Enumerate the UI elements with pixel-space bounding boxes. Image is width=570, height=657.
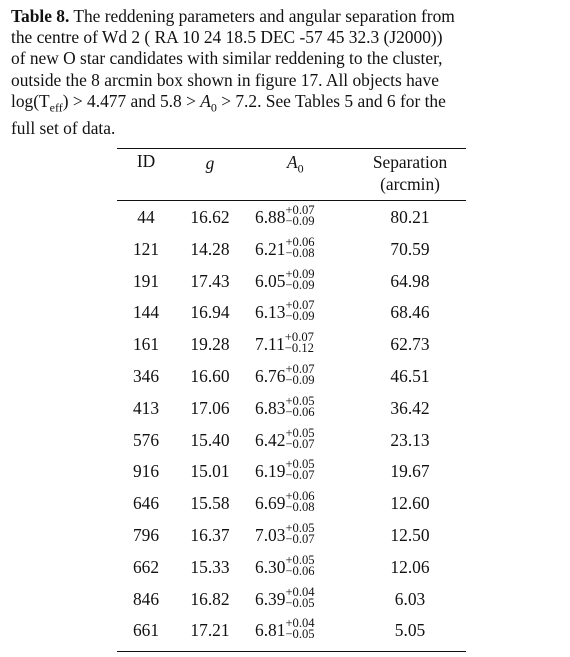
a0-value: 6.30 xyxy=(255,556,286,577)
cell-a0 xyxy=(255,584,345,610)
a0-minus-error: −0.07 xyxy=(285,532,315,546)
cell-g: 17.43 xyxy=(190,270,230,291)
a0-plus-error: +0.06 xyxy=(285,489,315,504)
cell-id: 346 xyxy=(132,366,160,386)
caption-text: ) > 4.477 and 5.8 > xyxy=(62,90,201,111)
cell-a0 xyxy=(255,459,345,482)
cell-id: 661 xyxy=(132,620,160,641)
a0-plus-error: +0.07 xyxy=(285,203,315,217)
caption-line-6: full set of data. xyxy=(11,118,116,139)
cell-separation: 80.21 xyxy=(390,207,430,227)
a0-plus-error: +0.07 xyxy=(285,298,315,313)
header-id: ID xyxy=(136,151,156,171)
cell-g: 15.40 xyxy=(190,429,230,450)
a0-error xyxy=(285,393,315,419)
cell-separation: 12.50 xyxy=(390,525,430,545)
cell-a0 xyxy=(255,425,345,451)
cell-separation: 70.59 xyxy=(390,238,430,259)
a0-plus-error: +0.07 xyxy=(284,330,314,345)
a0-plus-error: +0.04 xyxy=(285,616,315,631)
a0-plus-error: +0.09 xyxy=(285,266,315,281)
cell-id: 413 xyxy=(132,397,160,418)
cell-a0 xyxy=(255,523,345,546)
a0-minus-error: −0.08 xyxy=(285,500,315,515)
cell-g: 19.28 xyxy=(190,334,230,355)
a0-value: 6.39 xyxy=(255,588,286,609)
a0-error xyxy=(285,300,314,322)
a0-error xyxy=(285,584,315,610)
header-separation: Separation xyxy=(372,152,448,172)
a0-minus-error: −0.06 xyxy=(285,563,315,578)
a0-value: 6.69 xyxy=(255,493,286,514)
cell-a0 xyxy=(255,393,345,419)
caption-text: The reddening parameters and angular separation from xyxy=(69,6,455,26)
a0-error xyxy=(285,425,315,451)
cell-separation: 23.13 xyxy=(390,429,430,450)
a0-value: 6.88 xyxy=(255,207,286,227)
cell-id: 796 xyxy=(132,525,160,545)
cell-a0 xyxy=(255,300,345,323)
cell-id: 846 xyxy=(132,588,160,609)
cell-a0 xyxy=(255,552,345,578)
cell-separation: 62.73 xyxy=(390,334,430,355)
cell-id: 576 xyxy=(132,429,160,450)
header-a0-subscript: 0 xyxy=(297,161,304,176)
caption-line-4: outside the 8 arcmin box shown in figure 17. All objects have xyxy=(11,69,439,90)
cell-a0 xyxy=(255,234,345,260)
caption-text: > 7.2. See Tables 5 and 6 for the xyxy=(216,90,446,111)
cell-separation: 19.67 xyxy=(390,461,430,482)
a0-error xyxy=(285,364,314,386)
cell-id: 646 xyxy=(132,493,160,514)
cell-separation: 36.42 xyxy=(390,397,430,418)
cell-separation: 46.51 xyxy=(390,366,430,386)
a0-plus-error: +0.07 xyxy=(285,362,315,376)
cell-id: 161 xyxy=(132,334,160,355)
a0-minus-error: −0.07 xyxy=(285,436,315,451)
a0-minus-error: −0.07 xyxy=(285,468,315,483)
cell-g: 14.28 xyxy=(190,238,230,259)
a0-error xyxy=(285,332,314,354)
a0-plus-error: +0.05 xyxy=(285,521,315,535)
cell-id: 191 xyxy=(132,270,160,291)
table-bottom-rule xyxy=(117,651,466,652)
a0-value: 7.11 xyxy=(255,334,285,355)
a0-minus-error: −0.06 xyxy=(285,404,315,419)
cell-id: 121 xyxy=(132,238,160,259)
cell-g: 16.62 xyxy=(190,207,230,227)
a0-plus-error: +0.05 xyxy=(285,552,315,567)
a0-value: 6.21 xyxy=(255,238,286,259)
cell-separation: 68.46 xyxy=(390,302,430,323)
caption-line-1 xyxy=(11,6,563,27)
caption-line-2: the centre of Wd 2 ( RA 10 24 18.5 DEC -57 45 32.3 (J2000)) xyxy=(11,27,443,48)
cell-separation: 12.60 xyxy=(390,493,430,514)
cell-g: 15.58 xyxy=(190,493,230,514)
a0-minus-error: −0.09 xyxy=(285,277,315,292)
a0-minus-error: −0.05 xyxy=(285,595,315,610)
a0-value: 6.05 xyxy=(255,270,286,291)
a0-value: 6.76 xyxy=(255,366,286,386)
cell-separation: 6.03 xyxy=(394,588,426,609)
cell-g: 15.33 xyxy=(190,556,230,577)
cell-a0 xyxy=(255,491,345,514)
a0-error xyxy=(285,523,314,545)
a0-value: 7.03 xyxy=(255,525,286,545)
header-a0-symbol: A xyxy=(287,152,298,172)
a0-value: 6.81 xyxy=(255,620,286,641)
table-caption xyxy=(11,6,563,140)
a0-minus-error: −0.09 xyxy=(285,214,315,228)
caption-symbol: A xyxy=(200,90,211,111)
cell-g: 17.21 xyxy=(190,620,230,641)
a0-minus-error: −0.09 xyxy=(285,309,315,324)
a0-minus-error: −0.05 xyxy=(285,627,315,642)
cell-a0 xyxy=(255,332,345,355)
caption-line-3: of new O star candidates with similar reddening to the cluster, xyxy=(11,48,443,69)
cell-a0 xyxy=(255,266,345,292)
caption-subscript: 0 xyxy=(210,100,217,115)
caption-subscript: eff xyxy=(49,100,63,115)
a0-error xyxy=(285,234,315,260)
caption-line-5 xyxy=(11,91,563,119)
a0-error xyxy=(285,552,315,578)
cell-a0 xyxy=(255,618,345,641)
caption-text: log(T xyxy=(11,90,50,111)
cell-g: 17.06 xyxy=(190,397,230,418)
cell-g: 16.37 xyxy=(190,525,230,545)
a0-error xyxy=(285,618,314,640)
a0-error xyxy=(285,205,314,227)
cell-g: 15.01 xyxy=(190,461,230,482)
cell-separation: 64.98 xyxy=(390,270,430,291)
cell-g: 16.60 xyxy=(190,366,230,386)
a0-plus-error: +0.05 xyxy=(285,425,315,440)
a0-value: 6.13 xyxy=(255,302,286,323)
a0-plus-error: +0.05 xyxy=(285,393,315,408)
a0-error xyxy=(285,491,314,513)
header-separation-unit: (arcmin) xyxy=(380,174,440,194)
a0-minus-error: −0.08 xyxy=(285,245,315,260)
a0-value: 6.83 xyxy=(255,397,286,418)
a0-error xyxy=(285,459,314,481)
table-header-rule xyxy=(117,200,466,201)
a0-value: 6.42 xyxy=(255,429,286,450)
header-g: g xyxy=(205,153,215,173)
cell-id: 44 xyxy=(137,207,155,227)
a0-minus-error: −0.12 xyxy=(284,341,314,356)
cell-id: 144 xyxy=(132,302,160,323)
cell-a0 xyxy=(255,205,345,228)
a0-plus-error: +0.05 xyxy=(285,457,315,472)
cell-g: 16.82 xyxy=(190,588,230,609)
cell-separation: 12.06 xyxy=(390,556,430,577)
cell-a0 xyxy=(255,364,345,387)
cell-id: 916 xyxy=(132,461,160,482)
a0-plus-error: +0.04 xyxy=(285,584,315,599)
cell-id: 662 xyxy=(132,556,160,577)
a0-error xyxy=(285,266,315,292)
table-label: Table 8. xyxy=(11,6,70,26)
a0-plus-error: +0.06 xyxy=(285,234,315,249)
cell-separation: 5.05 xyxy=(394,620,426,641)
a0-minus-error: −0.09 xyxy=(285,373,315,387)
a0-value: 6.19 xyxy=(255,461,286,482)
cell-g: 16.94 xyxy=(190,302,230,323)
table-top-rule xyxy=(117,148,466,149)
